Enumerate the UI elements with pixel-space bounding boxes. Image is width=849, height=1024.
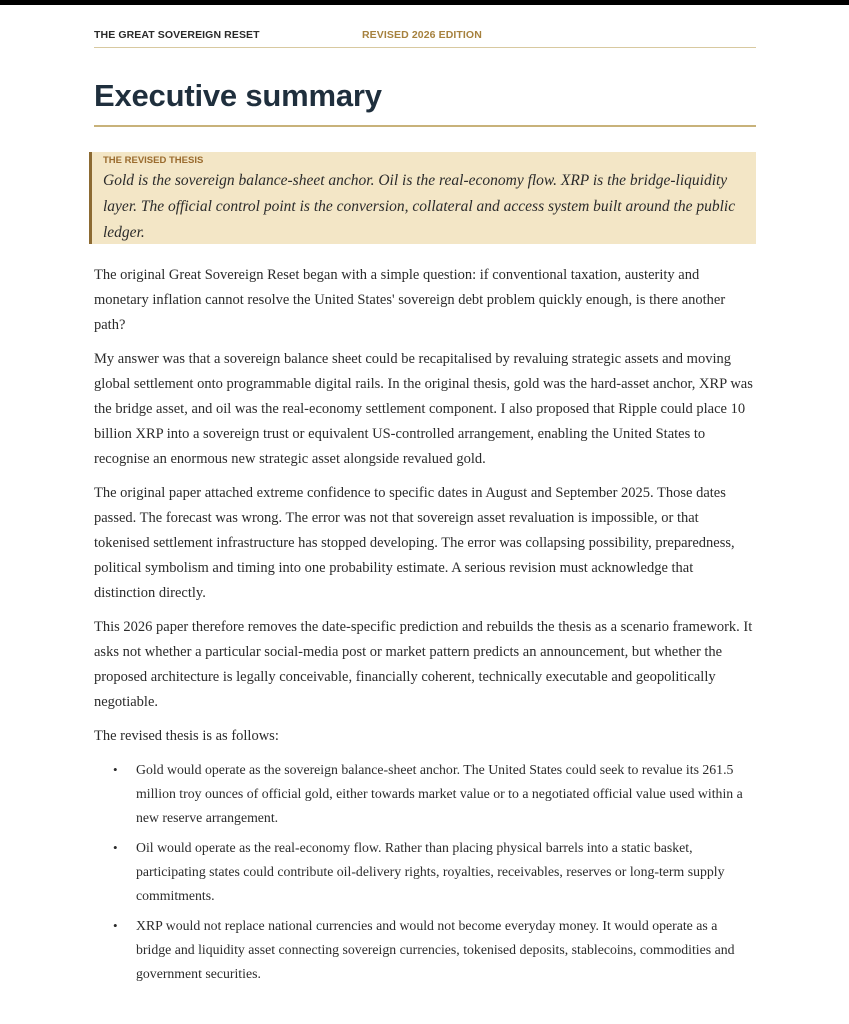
list-item-text: Gold would operate as the sovereign balance-sheet anchor. The United States could seek to revalue its 261.5 million troy ounces of official gold, either towards market value or to a negotiated official value used within a new reserve arrangement. — [136, 762, 743, 825]
paragraph: The original paper attached extreme confidence to specific dates in August and September 2025. Those dates passed. The forecast was wrong. The error was not that sovereign asset revaluation is impossible, or that tokenised settlement infrastructure has stopped developing. The error was collapsing possibility, preparedness, political symbolism and timing into one probability estimate. A serious revision must acknowledge that distinction directly. — [94, 485, 735, 601]
list-item — [94, 914, 756, 986]
running-header-edition: REVISED 2026 EDITION — [362, 29, 482, 41]
paragraph: The original Great Sovereign Reset began with a simple question: if conventional taxation, austerity and monetary inflation cannot resolve the United States' sovereign debt problem quickly enough, is there another path? — [94, 267, 726, 333]
paragraph: This 2026 paper therefore removes the date-specific prediction and rebuilds the thesis as a scenario framework. It asks not whether a particular social-media post or market pattern predicts an announcement, but whether the proposed architecture is legally conceivable, financially coherent, technically executable and geopolitically negotiable. — [94, 619, 753, 710]
bullet-icon: • — [113, 762, 118, 777]
bullet-icon: • — [113, 840, 118, 855]
thesis-callout — [89, 152, 756, 244]
thesis-text: Gold is the sovereign balance-sheet anchor. Oil is the real-economy flow. XRP is the bridge-liquidity layer. The official control point is the conversion, collateral and access system built around the public ledger. — [103, 172, 736, 241]
running-header-title: THE GREAT SOVEREIGN RESET — [94, 29, 260, 41]
page-title: Executive summary — [94, 78, 382, 113]
running-header — [94, 29, 756, 43]
title-divider — [94, 125, 756, 127]
paragraph: The revised thesis is as follows: — [94, 728, 279, 744]
header-divider — [94, 47, 756, 48]
thesis-label: THE REVISED THESIS — [103, 155, 204, 166]
list-item-text: Oil would operate as the real-economy flow. Rather than placing physical barrels into a static basket, participating states could contribute oil-delivery rights, royalties, receivables, reserves or long-term supply commitments. — [136, 840, 725, 903]
top-edge-bar — [0, 0, 849, 5]
paragraph: My answer was that a sovereign balance sheet could be recapitalised by revaluing strategic assets and moving global settlement onto programmable digital rails. In the original thesis, gold was the hard-asset anchor, XRP was the bridge asset, and oil was the real-economy settlement component. I also proposed that Ripple could place 10 billion XRP into a sovereign trust or equivalent US-controlled arrangement, enabling the United States to recognise an enormous new strategic asset alongside revalued gold. — [94, 351, 753, 467]
thesis-bullet-list — [94, 758, 756, 986]
list-item — [94, 758, 756, 830]
bullet-icon: • — [113, 918, 118, 933]
list-item-text: XRP would not replace national currencies and would not become everyday money. It would operate as a bridge and liquidity asset connecting sovereign currencies, tokenised deposits, stablecoins, commodities and government securities. — [136, 918, 735, 981]
document-body — [94, 263, 756, 992]
list-item — [94, 836, 756, 908]
